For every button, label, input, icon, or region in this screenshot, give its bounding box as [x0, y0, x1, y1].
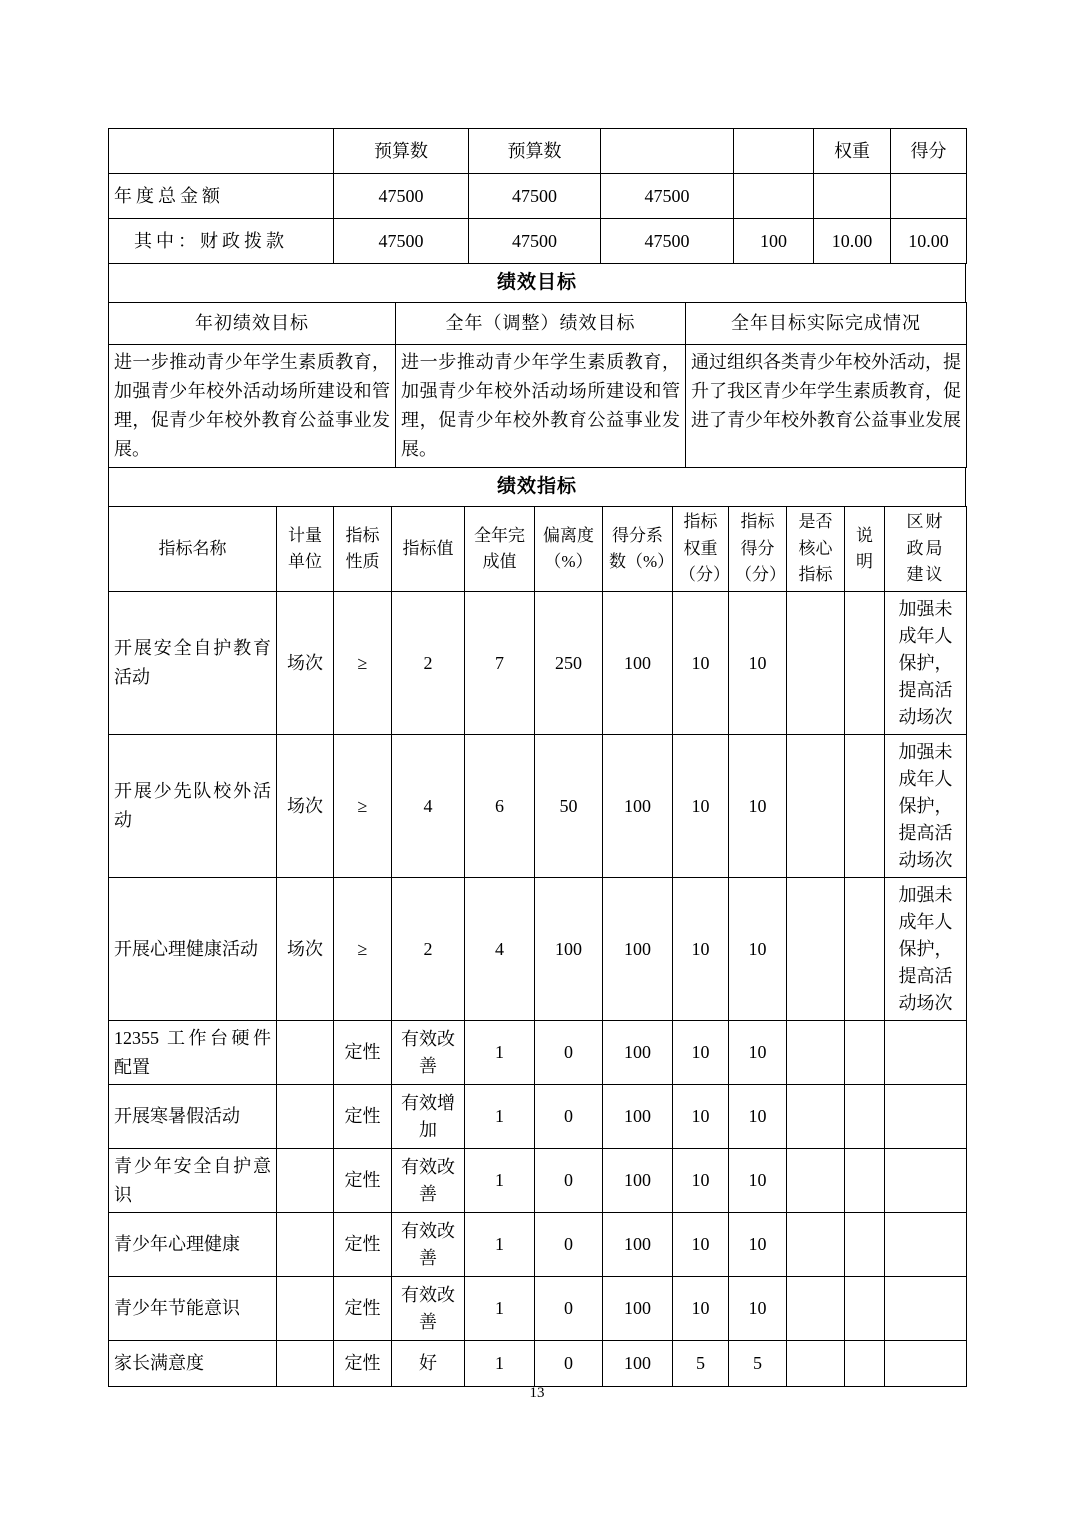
- header-deviation: 偏离度（%）: [535, 507, 603, 592]
- cell-value: 47500: [469, 219, 601, 264]
- funding-header-cell-score: 得分: [891, 129, 967, 174]
- indicator-cell-score-coef: 100: [603, 1149, 673, 1213]
- indicator-cell-target: 有效改善: [392, 1277, 465, 1341]
- indicator-cell-unit: [277, 1277, 334, 1341]
- indicator-cell-target: 好: [392, 1341, 465, 1387]
- indicator-row: [109, 1341, 967, 1387]
- indicator-cell-target: 有效增加: [392, 1085, 465, 1149]
- indicator-cell-score-coef: 100: [603, 735, 673, 878]
- indicator-cell-actual: 7: [465, 592, 535, 735]
- indicator-cell-deviation: 0: [535, 1085, 603, 1149]
- header-score-coefficient: 得分系数（%）: [603, 507, 673, 592]
- indicator-cell-target: 4: [392, 735, 465, 878]
- indicator-cell-nature: ≥: [334, 878, 392, 1021]
- header-target-value: 指标值: [392, 507, 465, 592]
- header-core-indicator: 是否核心指标: [787, 507, 845, 592]
- cell-value: 47500: [601, 219, 734, 264]
- indicator-row: [109, 878, 967, 1021]
- indicator-cell-score: 10: [729, 1213, 787, 1277]
- indicator-cell-actual: 1: [465, 1149, 535, 1213]
- indicator-cell-unit: [277, 1085, 334, 1149]
- goals-header-row: [109, 303, 967, 345]
- header-finance-bureau-suggestion: 区财政局建议: [885, 507, 967, 592]
- indicator-row: [109, 1213, 967, 1277]
- cell-value: 47500: [334, 174, 469, 219]
- indicator-row: [109, 1021, 967, 1085]
- indicator-cell-suggestion: [885, 1021, 967, 1085]
- funding-header-row: [109, 129, 967, 174]
- goals-header-adjusted: 全年（调整）绩效目标: [396, 303, 686, 345]
- indicator-cell-target: 有效改善: [392, 1213, 465, 1277]
- indicator-cell-unit: 场次: [277, 878, 334, 1021]
- indicator-cell-suggestion: 加强未成年人保护，提高活动场次: [885, 735, 967, 878]
- cell-value: [734, 174, 814, 219]
- indicator-cell-suggestion: [885, 1149, 967, 1213]
- indicator-cell-name: 12355 工作台硬件配置: [109, 1021, 277, 1085]
- goal-text-adjusted: 进一步推动青少年学生素质教育，加强青少年校外活动场所建设和管理，促青少年校外教育公益事业发展。: [396, 345, 686, 468]
- indicator-cell-score-coef: 100: [603, 1085, 673, 1149]
- indicator-cell-name: 开展心理健康活动: [109, 878, 277, 1021]
- indicator-cell-score: 5: [729, 1341, 787, 1387]
- indicator-cell-actual: 1: [465, 1341, 535, 1387]
- indicator-cell-name: 家长满意度: [109, 1341, 277, 1387]
- indicator-cell-unit: 场次: [277, 592, 334, 735]
- indicator-cell-note: [845, 878, 885, 1021]
- indicators-header-row: [109, 507, 967, 592]
- indicator-row: [109, 1085, 967, 1149]
- cell-value: [814, 174, 891, 219]
- indicator-cell-score: 10: [729, 592, 787, 735]
- indicator-cell-core: [787, 1085, 845, 1149]
- indicator-cell-core: [787, 878, 845, 1021]
- indicator-cell-weight: 10: [673, 1277, 729, 1341]
- indicator-cell-nature: 定性: [334, 1213, 392, 1277]
- header-weight: 指标权重（分）: [673, 507, 729, 592]
- indicator-cell-score-coef: 100: [603, 1021, 673, 1085]
- cell-value: 10.00: [891, 219, 967, 264]
- indicator-cell-note: [845, 1277, 885, 1341]
- funding-header-cell-label: [109, 129, 334, 174]
- indicator-cell-note: [845, 1021, 885, 1085]
- indicator-cell-score-coef: 100: [603, 1341, 673, 1387]
- funding-table: [108, 128, 967, 264]
- indicator-row: [109, 1277, 967, 1341]
- indicator-cell-nature: ≥: [334, 592, 392, 735]
- indicator-cell-deviation: 250: [535, 592, 603, 735]
- indicator-cell-actual: 1: [465, 1021, 535, 1085]
- header-score: 指标得分（分）: [729, 507, 787, 592]
- indicator-cell-unit: [277, 1341, 334, 1387]
- header-unit: 计量单位: [277, 507, 334, 592]
- indicator-cell-actual: 1: [465, 1085, 535, 1149]
- indicator-cell-suggestion: 加强未成年人保护，提高活动场次: [885, 592, 967, 735]
- indicator-cell-core: [787, 735, 845, 878]
- row-label: 其中：财政拨款: [109, 219, 334, 264]
- goals-text-row: [109, 345, 967, 468]
- indicator-cell-target: 2: [392, 878, 465, 1021]
- cell-value: [891, 174, 967, 219]
- indicators-section: [108, 506, 966, 1387]
- indicator-cell-score-coef: 100: [603, 878, 673, 1021]
- indicator-cell-score-coef: 100: [603, 1213, 673, 1277]
- indicator-cell-score: 10: [729, 1149, 787, 1213]
- indicator-cell-nature: 定性: [334, 1341, 392, 1387]
- indicator-cell-nature: 定性: [334, 1149, 392, 1213]
- indicator-cell-name: 青少年安全自护意识: [109, 1149, 277, 1213]
- indicator-cell-core: [787, 1277, 845, 1341]
- indicator-cell-core: [787, 592, 845, 735]
- indicator-cell-suggestion: [885, 1277, 967, 1341]
- funding-header-cell-budget2: 预算数: [469, 129, 601, 174]
- indicator-cell-deviation: 0: [535, 1213, 603, 1277]
- indicator-cell-score-coef: 100: [603, 592, 673, 735]
- funding-row-annual-total: [109, 174, 967, 219]
- cell-value: 100: [734, 219, 814, 264]
- indicator-cell-target: 有效改善: [392, 1149, 465, 1213]
- funding-row-fiscal-allocation: [109, 219, 967, 264]
- indicator-cell-deviation: 50: [535, 735, 603, 878]
- indicator-cell-name: 开展安全自护教育活动: [109, 592, 277, 735]
- indicator-cell-nature: 定性: [334, 1085, 392, 1149]
- funding-header-cell-empty1: [601, 129, 734, 174]
- indicator-cell-nature: ≥: [334, 735, 392, 878]
- indicators-body: [109, 592, 967, 1387]
- indicator-cell-deviation: 0: [535, 1021, 603, 1085]
- indicator-cell-target: 2: [392, 592, 465, 735]
- indicator-cell-deviation: 0: [535, 1149, 603, 1213]
- funding-header-cell-empty2: [734, 129, 814, 174]
- indicator-cell-note: [845, 1085, 885, 1149]
- indicator-cell-score: 10: [729, 1277, 787, 1341]
- indicator-row: [109, 592, 967, 735]
- indicator-cell-name: 青少年心理健康: [109, 1213, 277, 1277]
- indicator-cell-score: 10: [729, 1085, 787, 1149]
- indicator-cell-weight: 10: [673, 735, 729, 878]
- indicator-cell-suggestion: 加强未成年人保护，提高活动场次: [885, 878, 967, 1021]
- goals-section: [108, 302, 966, 468]
- goal-text-actual: 通过组织各类青少年校外活动，提升了我区青少年学生素质教育，促进了青少年校外教育公益事业发展: [686, 345, 967, 468]
- header-annual-actual: 全年完成值: [465, 507, 535, 592]
- indicator-cell-weight: 10: [673, 1149, 729, 1213]
- indicator-cell-name: 青少年节能意识: [109, 1277, 277, 1341]
- indicator-cell-unit: [277, 1149, 334, 1213]
- goals-section-title: 绩效目标: [108, 263, 966, 303]
- cell-value: 10.00: [814, 219, 891, 264]
- indicator-cell-weight: 5: [673, 1341, 729, 1387]
- indicator-cell-actual: 1: [465, 1277, 535, 1341]
- indicator-cell-core: [787, 1149, 845, 1213]
- goal-text-initial: 进一步推动青少年学生素质教育，加强青少年校外活动场所建设和管理，促青少年校外教育公益事业发展。: [109, 345, 396, 468]
- indicator-cell-core: [787, 1213, 845, 1277]
- indicator-cell-deviation: 0: [535, 1341, 603, 1387]
- indicator-cell-weight: 10: [673, 1085, 729, 1149]
- indicator-cell-score: 10: [729, 1021, 787, 1085]
- indicator-cell-name: 开展寒暑假活动: [109, 1085, 277, 1149]
- indicator-cell-note: [845, 1149, 885, 1213]
- indicator-cell-note: [845, 1341, 885, 1387]
- funding-header-cell-budget1: 预算数: [334, 129, 469, 174]
- indicator-row: [109, 1149, 967, 1213]
- funding-section: [108, 128, 966, 264]
- header-nature: 指标性质: [334, 507, 392, 592]
- goals-header-actual: 全年目标实际完成情况: [686, 303, 967, 345]
- indicators-table: [108, 506, 967, 1387]
- indicator-cell-score-coef: 100: [603, 1277, 673, 1341]
- goals-table: [108, 302, 967, 468]
- goals-header-initial: 年初绩效目标: [109, 303, 396, 345]
- cell-value: 47500: [601, 174, 734, 219]
- cell-value: 47500: [469, 174, 601, 219]
- indicator-cell-actual: 4: [465, 878, 535, 1021]
- indicator-cell-core: [787, 1021, 845, 1085]
- indicator-cell-actual: 1: [465, 1213, 535, 1277]
- indicator-cell-deviation: 100: [535, 878, 603, 1021]
- indicator-cell-note: [845, 1213, 885, 1277]
- indicator-cell-note: [845, 592, 885, 735]
- indicator-cell-nature: 定性: [334, 1021, 392, 1085]
- indicator-cell-weight: 10: [673, 1021, 729, 1085]
- indicator-cell-suggestion: [885, 1341, 967, 1387]
- indicator-cell-score: 10: [729, 878, 787, 1021]
- header-indicator-name: 指标名称: [109, 507, 277, 592]
- indicator-cell-unit: [277, 1213, 334, 1277]
- indicator-cell-note: [845, 735, 885, 878]
- funding-header-cell-weight: 权重: [814, 129, 891, 174]
- indicator-cell-actual: 6: [465, 735, 535, 878]
- cell-value: 47500: [334, 219, 469, 264]
- indicator-cell-suggestion: [885, 1213, 967, 1277]
- header-note: 说明: [845, 507, 885, 592]
- indicator-cell-weight: 10: [673, 592, 729, 735]
- indicator-cell-suggestion: [885, 1085, 967, 1149]
- indicator-cell-target: 有效改善: [392, 1021, 465, 1085]
- indicator-cell-unit: 场次: [277, 735, 334, 878]
- indicator-cell-core: [787, 1341, 845, 1387]
- indicator-cell-score: 10: [729, 735, 787, 878]
- indicators-section-title: 绩效指标: [108, 467, 966, 507]
- indicator-cell-weight: 10: [673, 878, 729, 1021]
- indicator-row: [109, 735, 967, 878]
- indicator-cell-nature: 定性: [334, 1277, 392, 1341]
- indicator-cell-weight: 10: [673, 1213, 729, 1277]
- page-number: 13: [529, 1385, 545, 1401]
- report-table: [108, 128, 966, 1387]
- indicator-cell-deviation: 0: [535, 1277, 603, 1341]
- row-label: 年度总金额: [109, 174, 334, 219]
- indicator-cell-unit: [277, 1021, 334, 1085]
- indicator-cell-name: 开展少先队校外活动: [109, 735, 277, 878]
